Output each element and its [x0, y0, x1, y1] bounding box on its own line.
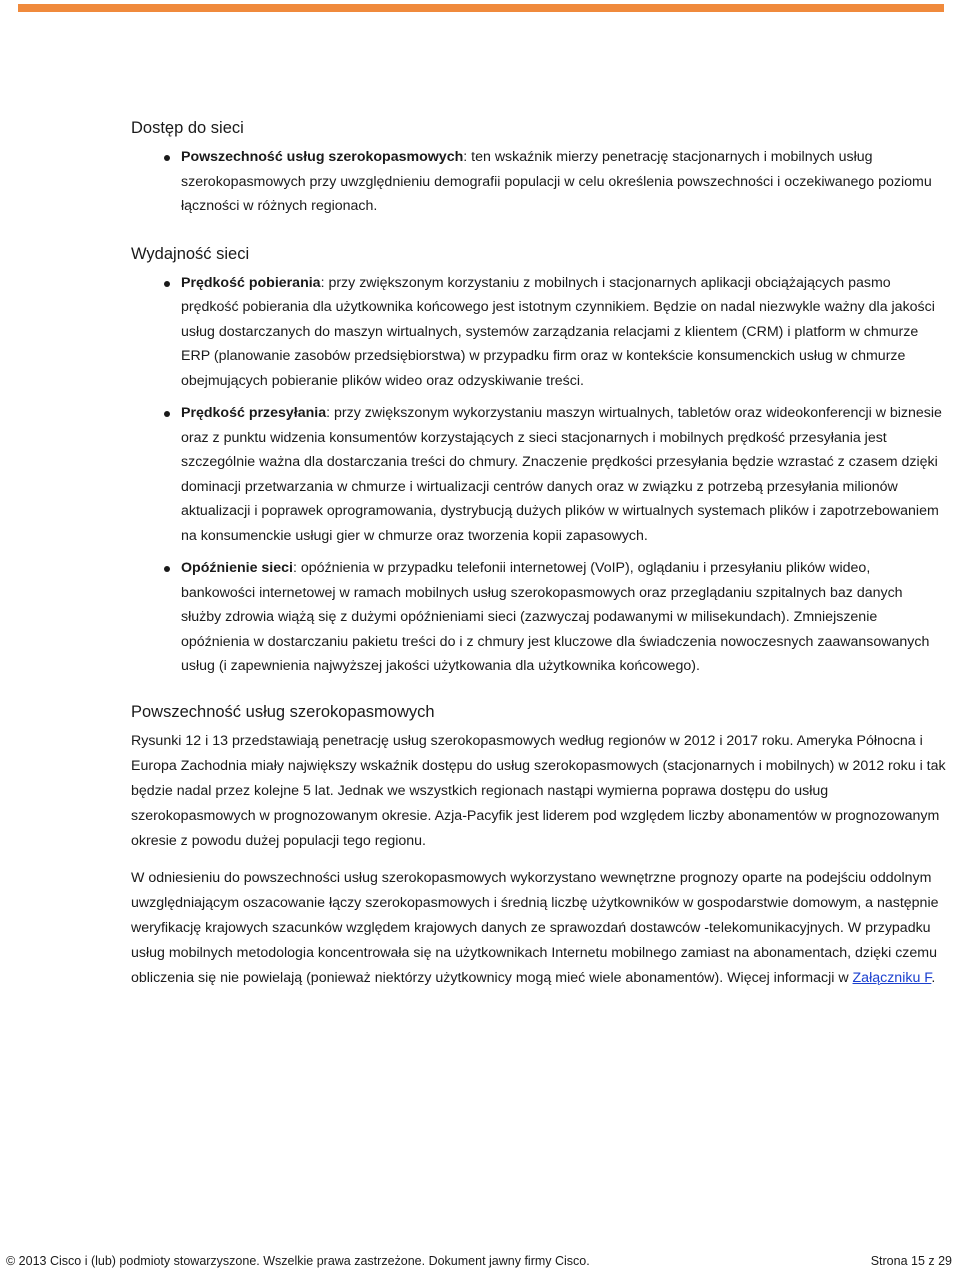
bullet-text: : opóźnienia w przypadku telefonii internetowej (VoIP), oglądaniu i przesyłaniu plików wideo, bankowości internetowej w ramach mobilnych usług szerokopasmowych oraz przeglądaniu szpitalnych baz danych służby zdrowia wiążą się z dużymi opóźnieniami sieci (zazwyczaj podawanymi w milisekundach). Zmniejszenie opóźnienia w dostarczaniu pakietu treści do i z chmury jest kluczowe dla świadczenia nowoczesnych zaawansowanych usług (i zapewnienia najwyższej jakości użytkowania dla użytkownika końcowego). [181, 560, 930, 674]
bullet-text: : przy zwiększonym korzystaniu z mobilnych i stacjonarnych aplikacji obciążających pasmo prędkość pobierania dla użytkownika końcowego jest istotnym czynnikiem. Będzie on nadal niezwykle ważny dla jakości usług dostarczanych do maszyn wirtualnych, systemów zarządzania relacjami z klientem (CRM) i platform w chmurze ERP (planowanie zasobów przedsiębiorstwa) w przypadku firm oraz w kontekście konsumenckich usług w chmurze obejmujących pobieranie plików wideo oraz odzyskiwanie treści. [181, 274, 935, 389]
paragraph-ubiquity-1: Rysunki 12 i 13 przedstawiają penetrację usług szerokopasmowych według regionów w 2012 i 2017 roku. Ameryka Północna i Europa Zachodnia miały największy wskaźnik dostępu do usług szerokopasmowych (stacjonarnych i mobilnych) w 2012 roku i tak będzie nadal przez kolejne 5 lat. Jednak we wszystkich regionach nastąpi wymierna poprawa dostępu do usług szerokopasmowych w prognozowanym okresie. Azja-Pacyfik jest liderem pod względem liczby abonamentów w prognozowanym okresie z powodu dużej populacji tego regionu. [131, 732, 946, 849]
access-bullet-list [131, 145, 946, 219]
bullet-term: Powszechność usług szerokopasmowych [181, 149, 464, 165]
section-heading-performance: Wydajność sieci [131, 244, 250, 263]
bullet-text: : przy zwiększonym wykorzystaniu maszyn wirtualnych, tabletów oraz wideokonferencji w biznesie oraz z punktu widzenia konsumentów korzystających z sieci stacjonarnych i mobilnych prędkość przesyłania jest szczególnie ważna dla dostarczania treści do chmury. Znaczenie prędkości przesyłania będzie wzrastać z czasem dzięki dominacji przetwarzania w chmurze i wirtualizacji centrów danych oraz w związku z potrzebą przesyłania milionów aktualizacji i poprawek oprogramowania, dystrybucją dużych plików w wirtualnych systemach plików i zapotrzebowaniem na konsumenckie usługi gier w chmurze oraz tworzenia kopii zapasowych. [181, 405, 942, 544]
top-accent-bar [18, 4, 944, 12]
paragraph-text: W odniesieniu do powszechności usług szerokopasmowych wykorzystano wewnętrzne prognozy oparte na podejściu oddolnym uwzględniającym oszacowanie łączy szerokopasmowych i średnią liczbę użytkowników w gospodarstwie domowym, a następnie weryfikację krajowych szacunków względem krajowych danych ze sprawozdań dostawców -telekomunikacyjnych. W przypadku usług mobilnych metodologia koncentrowała się na użytkownikach Internetu mobilnego zamiast na abonamentach, dzięki czemu obliczenia się nie powielają (ponieważ niektórzy użytkownicy mogą mieć wiele abonamentów). Więcej informacji w [131, 869, 939, 986]
bullet-term: Opóźnienie sieci [181, 560, 293, 576]
list-item [131, 271, 946, 394]
bullet-icon [164, 566, 170, 572]
performance-bullet-list [131, 271, 946, 679]
paragraph-end: . [931, 969, 936, 986]
bullet-term: Prędkość pobierania [181, 274, 321, 291]
paragraph-ubiquity-2 [131, 866, 946, 991]
section-heading-access: Dostęp do sieci [131, 119, 244, 137]
list-item [131, 556, 946, 679]
bullet-text: : ten wskaźnik mierzy penetrację stacjonarnych i mobilnych usług szerokopasmowych przy uwzględnieniu demografii populacji w celu określenia powszechności i oczekiwanego poziomu łączności w różnych regionach. [181, 149, 932, 214]
appendix-f-link[interactable]: Załączniku F [852, 969, 932, 986]
document-body [131, 117, 946, 991]
bullet-term: Prędkość przesyłania [181, 405, 327, 421]
footer-copyright: © 2013 Cisco i (lub) podmioty stowarzyszone. Wszelkie prawa zastrzeżone. Dokument jawny firmy Cisco. [6, 1254, 590, 1268]
bullet-icon [164, 281, 170, 287]
section-heading-ubiquity: Powszechność usług szerokopasmowych [131, 702, 435, 721]
bullet-icon [164, 411, 170, 417]
list-item [131, 145, 946, 219]
bullet-icon [164, 155, 170, 161]
footer-page-number: Strona 15 z 29 [870, 1254, 952, 1268]
list-item [131, 401, 946, 548]
